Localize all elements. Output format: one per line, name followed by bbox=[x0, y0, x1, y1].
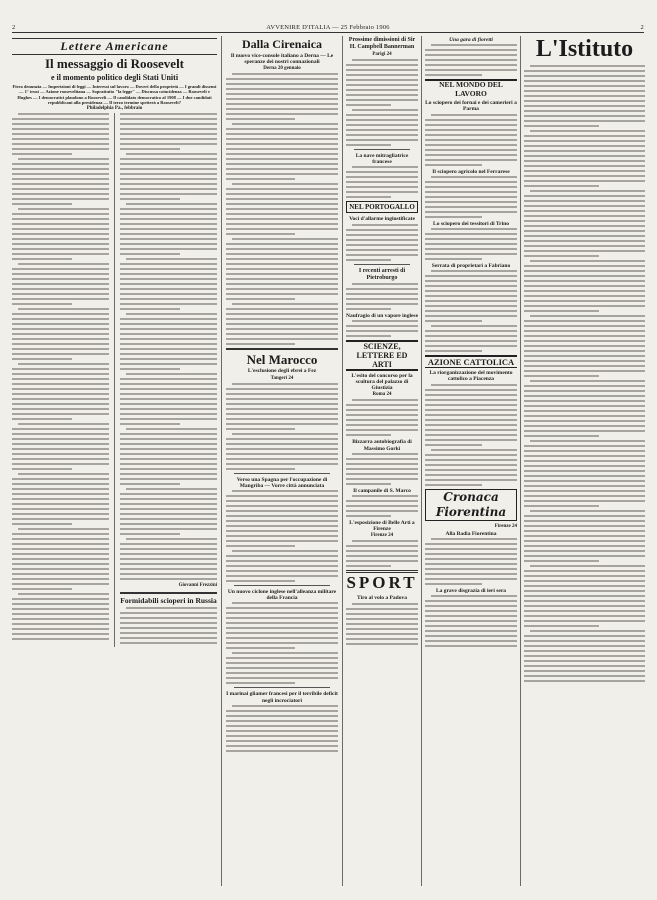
article-subheadline: L'esclusione degli ebrei a Fez bbox=[247, 368, 317, 375]
page-number-left: 2 bbox=[12, 24, 16, 31]
column-news-sciences bbox=[346, 36, 418, 886]
article-dateline: Firenze 24 bbox=[494, 523, 517, 529]
text-block bbox=[120, 113, 217, 580]
article-subheadline: Il campanile di S. Marco bbox=[353, 487, 411, 494]
section-title: AZIONE CATTOLICA bbox=[425, 355, 517, 368]
text-block bbox=[120, 607, 217, 644]
section-box-title: Cronaca Fiorentina bbox=[425, 489, 517, 521]
text-block bbox=[12, 113, 109, 647]
text-block bbox=[346, 59, 418, 146]
text-block bbox=[226, 383, 338, 470]
article-subheadline: Un nuovo ciclone inglese nell'alleanza militare della Francia bbox=[227, 589, 337, 602]
article-headline: L'Istituto bbox=[535, 36, 634, 62]
article-subheadline: Lo sciopero dei tessitori di Trino bbox=[433, 220, 509, 227]
running-head-title: AVVENIRE D'ITALIA — 25 Febbraio 1906 bbox=[266, 24, 390, 31]
text-block bbox=[346, 495, 418, 517]
column-cirenaica-marocco bbox=[226, 36, 338, 886]
divider bbox=[234, 473, 330, 474]
text-block bbox=[226, 705, 338, 752]
text-block bbox=[425, 228, 517, 260]
text-block bbox=[346, 399, 418, 436]
column-lavoro-cronaca bbox=[425, 36, 517, 886]
article-subheadline: Lo sciopero dei fornai e dei camerieri a Parma bbox=[425, 100, 517, 113]
article-dateline: Tangeri 24 bbox=[270, 375, 294, 381]
article-dateline: Firenze 24 bbox=[370, 533, 394, 539]
article-dateline: Philadelphia Pa., febbraio bbox=[86, 106, 143, 112]
text-block bbox=[524, 65, 645, 682]
text-block bbox=[226, 73, 338, 345]
divider bbox=[234, 585, 330, 586]
text-block bbox=[346, 283, 418, 310]
divider bbox=[354, 149, 410, 150]
article-summary: Fiera denunzia — Imperizioni di leggi — Interessi sul lavoro — Doveri della proprietà — I grandi dissensi — 1° trust — Azione rooseveltiana — Soprattutto "la legge" — Discussa coincidenza — Roosevelt e Hughes — I democratici plaudono a Roosevelt — Il candidato democratico al 1908 — I due candidati repubblicani alla presidenza — Il terzo termine spetterà a Roosevelt? bbox=[12, 84, 217, 105]
article-subheadline: I marinai gliamer francesi per il terribile deficit negli incrociatori bbox=[226, 691, 338, 704]
text-block bbox=[346, 224, 418, 261]
divider bbox=[354, 264, 410, 265]
divider bbox=[226, 348, 338, 350]
article-subheadline: Bizzarra autobiografia di Massimo Gorki bbox=[352, 439, 412, 452]
article-subheadline: La riorganizzazione del movimento cattolico a Piacenza bbox=[429, 370, 513, 383]
article-headline: Dalla Cirenaica bbox=[241, 37, 323, 51]
page-number-right: 2 bbox=[640, 24, 644, 31]
article-subheadline: Naufragio di un vapore inglese bbox=[346, 312, 418, 319]
column-rule bbox=[221, 36, 222, 886]
divider bbox=[120, 592, 217, 594]
section-title: SPORT bbox=[346, 570, 418, 592]
text-block bbox=[425, 538, 517, 585]
article-subheadline: Alla Badia Fiorentina bbox=[445, 530, 497, 537]
column-rule bbox=[114, 113, 115, 647]
article-subheadline: La nave mitragliatrice francese bbox=[355, 153, 409, 166]
column-rule bbox=[520, 36, 521, 886]
text-block bbox=[425, 384, 517, 486]
divider bbox=[234, 687, 330, 688]
text-block bbox=[425, 270, 517, 352]
column-lettere-americane bbox=[12, 36, 217, 886]
article-subheadline: Tiro al volo a Padova bbox=[357, 595, 407, 602]
article-subheadline: Il nuovo vice-console italiano a Derna — Le speranze dei nostri connazionali bbox=[230, 53, 334, 66]
section-box-title: NEL PORTOGALLO bbox=[346, 201, 418, 213]
text-block bbox=[425, 44, 517, 76]
article-subheadline: L'esito del concorso per la scultura del palazzo di Giustizia bbox=[351, 372, 413, 392]
article-headline: Formidabili scioperi in Russia bbox=[120, 596, 217, 606]
article-subheadline: L'esposizione di Belle Arti a Firenze bbox=[349, 520, 415, 533]
article-headline: Prossime dimissioni di Sir H. Campbell Bannerman bbox=[348, 37, 416, 50]
article-subheadline: e il momento politico degli Stati Uniti bbox=[50, 73, 179, 82]
article-dateline: Parigi 24 bbox=[372, 52, 392, 57]
column-istituto bbox=[524, 36, 645, 886]
text-block bbox=[346, 540, 418, 567]
text-block bbox=[425, 176, 517, 218]
text-block bbox=[346, 166, 418, 198]
article-dateline: Derna 20 gennaio bbox=[263, 66, 301, 72]
article-subheadline: Il sciopero agricolo nel Ferrarese bbox=[432, 168, 510, 175]
section-title: Lettere Americane bbox=[12, 38, 217, 55]
column-rule bbox=[421, 36, 422, 886]
article-headline: Il messaggio di Roosevelt bbox=[44, 56, 185, 71]
section-title: NEL MONDO DEL LAVORO bbox=[425, 79, 517, 98]
article-subheadline: Serrata di proprietari a Fabriano bbox=[431, 263, 511, 270]
text-block bbox=[226, 602, 338, 684]
text-block bbox=[425, 114, 517, 166]
text-block bbox=[346, 453, 418, 485]
article-headline: Una gara di fioretti bbox=[449, 37, 493, 43]
article-subheadline: Verso una Spagna per l'occupazione di Mangrìba — Vorre città annunciata bbox=[236, 476, 328, 489]
text-block bbox=[346, 603, 418, 645]
text-block bbox=[226, 490, 338, 582]
column-rule bbox=[342, 36, 343, 886]
article-dateline: Roma 24 bbox=[372, 392, 392, 398]
article-subheadline: I recenti arresti di Pietroburgo bbox=[358, 267, 406, 281]
page-running-head bbox=[12, 23, 644, 33]
article-headline: Nel Marocco bbox=[246, 352, 318, 368]
text-block bbox=[425, 595, 517, 647]
section-title: SCIENZE, LETTERE ED ARTI bbox=[346, 340, 418, 371]
text-block bbox=[346, 320, 418, 337]
article-subheadline: La grave disgrazia di ieri sera bbox=[435, 587, 507, 594]
article-subheadline: Voci d'allarme ingiustificate bbox=[349, 216, 415, 223]
article-signature: Giovanni Frezzini bbox=[178, 583, 217, 589]
